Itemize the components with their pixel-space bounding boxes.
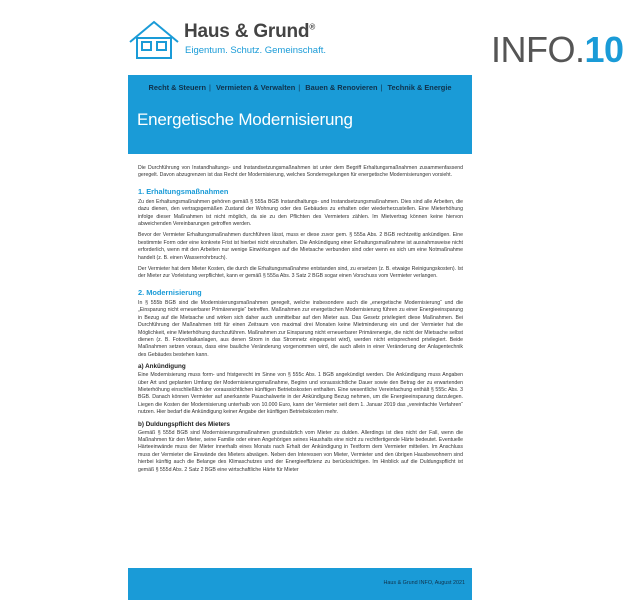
house-logo-icon [128, 18, 180, 60]
topic-nav: Recht & Steuern | Vermieten & Verwalten | Bauen & Renovieren | Technik & Energie [148, 83, 452, 92]
title-banner [128, 75, 472, 154]
brand-tagline: Eigentum. Schutz. Gemeinschaft. [185, 45, 326, 56]
topic-item: Bauen & Renovieren [305, 83, 378, 92]
paragraph: In § 555b BGB sind die Modernisierungsmaßnahmen geregelt, welche insbesondere auch die „energetische Modernisierung“ und die „Einsparung nicht erneuerbarer Primärenergie“ betreffen. Maßnahmen zur energetischen Modernisierung führen zu einer Energieeinsparung in Bezug auf die Mietsache und wirken sich daher auch unmittelbar auf den Mieter aus. Das Gesetz privilegiert diese Maßnahmen. Bei Durchführung der Maßnahmen tritt für einen Zeitraum von maximal drei Monaten keine Mietminderung ein und der Vermieter hat die Möglichkeit, eine Mieterhöhung durchzuführen. Maßnahmen zur Einsparung nicht erneuerbarer Primärenergie, die nicht der Mietsache selbst dienen (z. B. Fotovoltaikanlagen, aus denen Strom in das Stromnetz eingespeist wird), werden nicht entsprechend privilegiert. Beide Maßnahmen setzen voraus, dass eine bauliche Veränderung vorgenommen wird, die auch allein in einer Veränderung der Anlagentechnik des Gebäudes bestehen kann. [138, 299, 463, 358]
paragraph: Bevor der Vermieter Erhaltungsmaßnahmen durchführen lässt, muss er diese zuvor gem. § 555a Abs. 2 BGB rechtzeitig ankündigen. Eine bestimmte Form oder eine konkrete Frist ist hierbei nicht einzuhalten. Die Ankündigung einer Erhaltungsmaßnahme ist ausnahmsweise nicht erforderlich, wenn mit den Arbeiten nur wenige Einwirkungen auf die Mietsache verbunden sind oder wenn es sich um eine Notmaßnahme handelt (z. B. einen Wasserrohrbruch). [138, 232, 463, 261]
page-title: Energetische Modernisierung [137, 110, 353, 129]
footer-bar [128, 568, 472, 600]
footer-text: Haus & Grund INFO, August 2021 [383, 580, 465, 586]
paragraph: Eine Modernisierung muss form- und fristgerecht im Sinne von § 555c Abs. 1 BGB angekündigt werden. Die Ankündigung muss Angaben über Art und geplanten Umfang der Modernisierungsmaßnahme, Beginn und voraussichtliche Dauer sowie den Betrag der zu erwartenden Mieterhöhung einschließlich der voraussichtlichen künftigen Betriebskosten enthalten. Eine wesentliche Vereinfachung enthält § 555c Abs. 3 BGB. Danach können Vermieter auf anerkannte Pauschalwerte in der Ankündigung Bezug nehmen, um die Energieeinsparung darzulegen. Liegen die Kosten der Modernisierung unterhalb von 10.000 Euro, kann der Vermieter seit dem 1. Januar 2019 das „vereinfachte Verfahren“ nutzen. Hier bedarf die Ankündigung keiner Angabe der künftigen Betriebskosten mehr. [138, 372, 463, 416]
topic-item: Technik & Energie [387, 83, 452, 92]
intro-paragraph: Die Durchführung von Instandhaltungs- und Instandsetzungsmaßnahmen ist unter dem Begriff Erhaltungsmaßnahmen zusammenfassend geregelt. Davon abzugrenzen ist das Recht der Modernisierung, welches Sonderregelungen für energetische Modernisierungen vorsieht. [138, 165, 463, 179]
header [128, 18, 624, 70]
paragraph: Zu den Erhaltungsmaßnahmen gehören gemäß § 555a BGB Instandhaltungs- und Instandsetzungsmaßnahmen. Dies sind alle Arbeiten, die dazu dienen, den vertragsgemäßen Zustand der Wohnung oder des Gebäudes zu erhalten oder wiederherzustellen. Eine Mieterhöhung infolge dieser Maßnahmen ist nicht möglich, da sie zu den Pflichten des Vermieters zählen. Im Mietvertrag können keine hiervon abweichenden Vereinbarungen getroffen werden. [138, 198, 463, 228]
section-heading: 2. Modernisierung [138, 287, 202, 297]
subsection-heading: b) Duldungspflicht des Mieters [138, 420, 231, 428]
info-badge: INFO.10 [491, 29, 624, 70]
brand-name: Haus & Grund® [184, 21, 316, 42]
topic-item: Vermieten & Verwalten [216, 83, 296, 92]
article-body [138, 165, 463, 478]
topic-item: Recht & Steuern [148, 83, 207, 92]
subsection-heading: a) Ankündigung [138, 363, 186, 371]
paragraph: Der Vermieter hat dem Mieter Kosten, die durch die Erhaltungsmaßnahme entstanden sind, zu ersetzen (z. B. etwaige Reinigungskosten). Ist der Mieter zur Vorleistung verpflichtet, kann er gemäß § 555a Abs. 3 Satz 2 BGB sogar einen Vorschuss vom Vermieter verlangen. [138, 266, 463, 280]
section-heading: 1. Erhaltungsmaßnahmen [138, 186, 229, 196]
paragraph: Gemäß § 555d BGB sind Modernisierungsmaßnahmen grundsätzlich vom Mieter zu dulden. Allerdings ist dies nicht der Fall, wenn die Maßnahmen für den Mieter, seine Familie oder einen Angehörigen seines Haushalts eine nicht zu rechtfertigende Härte bedeutet. Eventuelle Härteeinwände muss der Mieter innerhalb eines Monats nach Erhalt der Ankündigung in Textform dem Vermieter mitteilen. Im Anschluss muss der Vermieter die Einwände des Mieters abwägen. Neben den Interessen von Mieter, Vermieter und den übrigen Hausbewohnern sind hierbei künftig auch die Belange des Klimaschutzes und der Energieeffizienz zu berücksichtigen. Im Hinblick auf die Duldungspflicht ist gemäß § 555d Abs. 2 Satz 2 BGB eine wirtschaftliche Härte für Mieter [138, 429, 463, 473]
